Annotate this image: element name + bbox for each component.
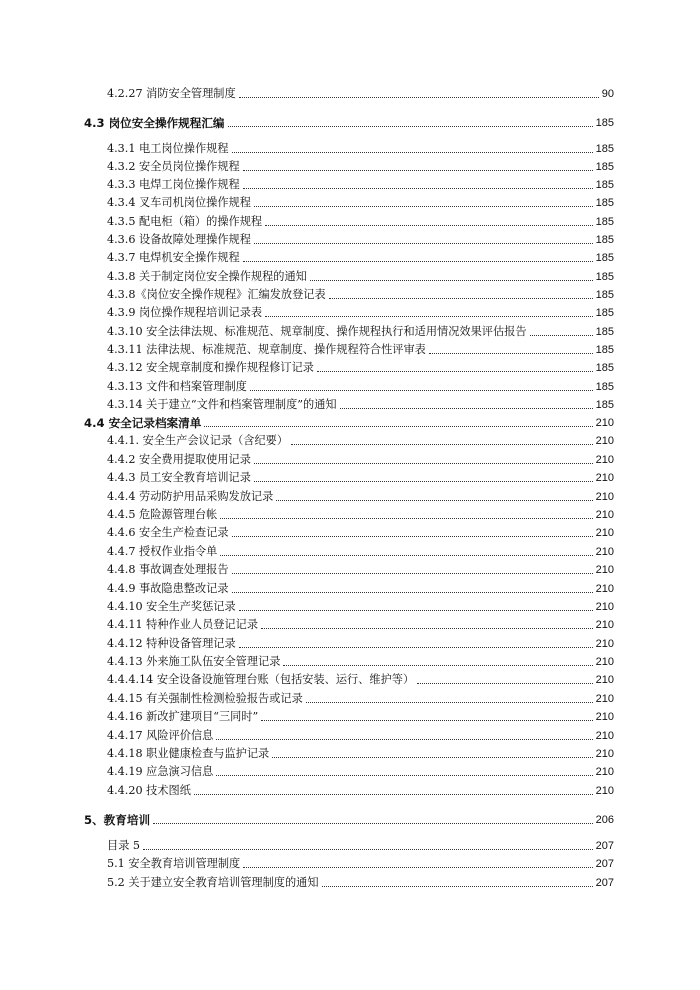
dot-leader	[254, 463, 593, 464]
dot-leader	[232, 152, 593, 153]
toc-entry[interactable]	[107, 140, 614, 156]
toc-entry-page: 207	[595, 858, 614, 870]
dot-leader	[261, 628, 593, 629]
toc-entry-label: 4.4.5 危险源管理台帐	[107, 508, 218, 521]
toc-entry-page: 185	[595, 216, 614, 228]
toc-entry[interactable]	[107, 837, 614, 853]
dot-leader	[283, 665, 592, 666]
toc-entry[interactable]	[107, 524, 614, 540]
toc-entry-page: 210	[595, 491, 614, 503]
dot-leader	[232, 592, 593, 593]
toc-entry-page: 210	[595, 546, 614, 558]
dot-leader	[228, 126, 593, 127]
dot-leader	[429, 353, 593, 354]
toc-entry-page: 185	[595, 326, 614, 338]
toc-entry-page: 90	[601, 88, 614, 100]
toc-entry-label: 4.3.7 电焊机安全操作规程	[107, 251, 240, 264]
toc-entry-label: 4.3 岗位安全操作规程汇编	[84, 116, 225, 130]
dot-leader	[250, 390, 593, 391]
toc-entry[interactable]	[107, 874, 614, 890]
toc-entry-page: 185	[595, 271, 614, 283]
toc-entry[interactable]	[107, 653, 614, 669]
dot-leader	[261, 720, 592, 721]
toc-entry-label: 4.3.9 岗位操作规程培训记录表	[107, 306, 263, 319]
toc-entry[interactable]	[107, 432, 614, 448]
toc-entry-label: 4.4.18 职业健康检查与监护记录	[107, 747, 270, 760]
toc-entry-label: 4.3.14 关于建立“文件和档案管理制度”的通知	[107, 398, 337, 411]
toc-entry[interactable]	[107, 396, 614, 412]
toc-entry-label: 4.3.13 文件和档案管理制度	[107, 380, 247, 393]
dot-leader	[329, 298, 593, 299]
toc-entry-label: 4.4.7 授权作业指令单	[107, 545, 218, 558]
toc-entry[interactable]	[107, 323, 614, 339]
toc-entry[interactable]	[107, 708, 614, 724]
toc-entry[interactable]	[107, 506, 614, 522]
toc-entry-page: 185	[595, 381, 614, 393]
toc-entry[interactable]	[107, 616, 614, 632]
dot-leader	[243, 867, 592, 868]
toc-entry-page: 185	[595, 289, 614, 301]
toc-entry[interactable]	[107, 176, 614, 192]
toc-entry-label: 4.3.3 电焊工岗位操作规程	[107, 178, 240, 191]
dot-leader	[254, 243, 593, 244]
toc-entry[interactable]	[107, 85, 614, 101]
toc-entry[interactable]	[107, 213, 614, 229]
toc-entry[interactable]	[107, 378, 614, 394]
toc-section-heading[interactable]	[84, 414, 614, 430]
toc-chapter-heading[interactable]	[84, 811, 614, 827]
toc-entry[interactable]	[107, 231, 614, 247]
dot-leader	[232, 536, 593, 537]
toc-entry-page: 210	[595, 730, 614, 742]
dot-leader	[417, 683, 593, 684]
dot-leader	[243, 261, 593, 262]
toc-entry-page: 210	[595, 693, 614, 705]
toc-entry[interactable]	[107, 580, 614, 596]
toc-entry[interactable]	[107, 635, 614, 651]
dot-leader	[243, 170, 593, 171]
toc-entry[interactable]	[107, 598, 614, 614]
toc-entry-label: 4.4.6 安全生产检查记录	[107, 526, 229, 539]
toc-entry[interactable]	[107, 561, 614, 577]
toc-entry-page: 210	[595, 656, 614, 668]
toc-entry-label: 4.4.4.14 安全设备设施管理台账（包括安装、运行、维护等）	[107, 673, 415, 686]
toc-entry[interactable]	[107, 359, 614, 375]
toc-entry-label: 4.4.13 外来施工队伍安全管理记录	[107, 655, 281, 668]
toc-entry-label: 4.4.19 应急演习信息	[107, 765, 214, 778]
toc-entry[interactable]	[107, 194, 614, 210]
toc-entry-page: 185	[595, 117, 614, 129]
toc-entry-page: 185	[595, 307, 614, 319]
toc-entry-label: 4.3.8 关于制定岗位安全操作规程的通知	[107, 270, 307, 283]
toc-entry[interactable]	[107, 782, 614, 798]
toc-entry[interactable]	[107, 855, 614, 871]
dot-leader	[143, 849, 593, 850]
toc-entry-label: 4.4.3 员工安全教育培训记录	[107, 471, 251, 484]
toc-section-heading[interactable]	[84, 114, 614, 130]
toc-entry-label: 5.1 安全教育培训管理制度	[107, 857, 241, 870]
toc-entry-label: 5.2 关于建立安全教育培训管理制度的通知	[107, 876, 319, 889]
dot-leader	[243, 188, 593, 189]
toc-entry[interactable]	[107, 304, 614, 320]
toc-entry-page: 185	[595, 252, 614, 264]
dot-leader	[306, 702, 593, 703]
toc-entry-page: 185	[595, 179, 614, 191]
toc-entry[interactable]	[107, 488, 614, 504]
toc-entry-page: 210	[595, 619, 614, 631]
toc-entry-label: 4.4.12 特种设备管理记录	[107, 637, 236, 650]
dot-leader	[322, 886, 593, 887]
dot-leader	[220, 518, 592, 519]
dot-leader	[239, 97, 599, 98]
dot-leader	[204, 426, 592, 427]
dot-leader	[239, 610, 593, 611]
toc-entry-label: 4.4.11 特种作业人员登记记录	[107, 618, 259, 631]
toc-entry-label: 4.3.6 设备故障处理操作规程	[107, 233, 251, 246]
toc-entry[interactable]	[107, 745, 614, 761]
toc-entry-label: 4.3.12 安全规章制度和操作规程修订记录	[107, 361, 314, 374]
dot-leader	[276, 500, 592, 501]
dot-leader	[254, 481, 593, 482]
toc-entry[interactable]	[107, 469, 614, 485]
toc-entry-page: 185	[595, 234, 614, 246]
toc-entry-page: 185	[595, 362, 614, 374]
toc-entry-label: 4.3.10 安全法律法规、标准规范、规章制度、操作规程执行和适用情况效果评估报告	[107, 325, 527, 338]
dot-leader	[194, 794, 593, 795]
toc-entry-label: 4.4.1. 安全生产会议记录（含纪要）	[107, 434, 289, 447]
dot-leader	[291, 444, 593, 445]
toc-entry[interactable]	[107, 249, 614, 265]
dot-leader	[239, 647, 593, 648]
toc-entry-label: 4.4.15 有关强制性检测检验报告或记录	[107, 692, 303, 705]
toc-entry-label: 4.4.16 新改扩建项目“三同时”	[107, 710, 259, 723]
toc-entry-label: 4.3.1 电工岗位操作规程	[107, 142, 229, 155]
toc-entry-label: 4.3.2 安全员岗位操作规程	[107, 160, 240, 173]
toc-entry-page: 210	[595, 527, 614, 539]
toc-entry-label: 4.4.2 安全费用提取使用记录	[107, 453, 251, 466]
toc-entry-label: 4.4 安全记录档案清单	[84, 416, 202, 430]
toc-entry-label: 4.3.5 配电柜（箱）的操作规程	[107, 215, 263, 228]
toc-entry-page: 210	[595, 766, 614, 778]
toc-entry-page: 207	[595, 877, 614, 889]
dot-leader	[272, 757, 592, 758]
toc-entry[interactable]	[107, 158, 614, 174]
toc-entry-page: 210	[595, 601, 614, 613]
toc-entry-page: 210	[595, 748, 614, 760]
toc-entry-page: 210	[595, 435, 614, 447]
toc-entry-label: 4.2.27 消防安全管理制度	[107, 87, 236, 100]
toc-entry[interactable]	[107, 268, 614, 284]
dot-leader	[310, 280, 593, 281]
toc-entry-page: 210	[595, 785, 614, 797]
toc-entry-page: 185	[595, 399, 614, 411]
toc-entry[interactable]	[107, 451, 614, 467]
toc-entry-label: 4.3.4 叉车司机岗位操作规程	[107, 196, 251, 209]
dot-leader	[153, 823, 593, 824]
toc-entry-page: 210	[595, 674, 614, 686]
toc-entry-label: 4.4.17 风险评价信息	[107, 729, 214, 742]
toc-entry-label: 4.3.11 法律法规、标准规范、规章制度、操作规程符合性评审表	[107, 343, 426, 356]
dot-leader	[254, 206, 593, 207]
toc-entry-page: 210	[595, 638, 614, 650]
toc-entry[interactable]	[107, 543, 614, 559]
dot-leader	[220, 555, 592, 556]
dot-leader	[232, 573, 593, 574]
toc-entry[interactable]	[107, 690, 614, 706]
toc-entry-label: 4.4.10 安全生产奖惩记录	[107, 600, 236, 613]
toc-entry[interactable]	[107, 286, 614, 302]
toc-entry-page: 210	[595, 583, 614, 595]
toc-entry-page: 210	[595, 472, 614, 484]
toc-entry-label: 4.4.9 事故隐患整改记录	[107, 582, 229, 595]
toc-entry[interactable]	[107, 341, 614, 357]
toc-entry-page: 206	[595, 814, 614, 826]
toc-entry-page: 210	[595, 564, 614, 576]
dot-leader	[216, 739, 592, 740]
toc-entry-page: 185	[595, 143, 614, 155]
toc-entry-page: 210	[595, 417, 614, 429]
dot-leader	[530, 335, 593, 336]
dot-leader	[265, 225, 593, 226]
dot-leader	[216, 775, 592, 776]
toc-entry[interactable]	[107, 763, 614, 779]
toc-entry-page: 207	[595, 840, 614, 852]
toc-entry-label: 4.4.20 技术图纸	[107, 784, 191, 797]
toc-entry-label: 4.3.8《岗位安全操作规程》汇编发放登记表	[107, 288, 326, 301]
dot-leader	[340, 408, 593, 409]
toc-entry-page: 210	[595, 711, 614, 723]
toc-entry-page: 185	[595, 197, 614, 209]
toc-entry-page: 210	[595, 509, 614, 521]
toc-entry-label: 5、教育培训	[84, 813, 151, 827]
toc-entry-page: 185	[595, 161, 614, 173]
dot-leader	[317, 371, 593, 372]
toc-entry-page: 185	[595, 344, 614, 356]
toc-entry-label: 目录 5	[107, 839, 141, 852]
toc-entry[interactable]	[107, 671, 614, 687]
toc-entry[interactable]	[107, 727, 614, 743]
dot-leader	[265, 316, 593, 317]
toc-entry-label: 4.4.8 事故调查处理报告	[107, 563, 229, 576]
toc-entry-label: 4.4.4 劳动防护用品采购发放记录	[107, 490, 274, 503]
toc-entry-page: 210	[595, 454, 614, 466]
